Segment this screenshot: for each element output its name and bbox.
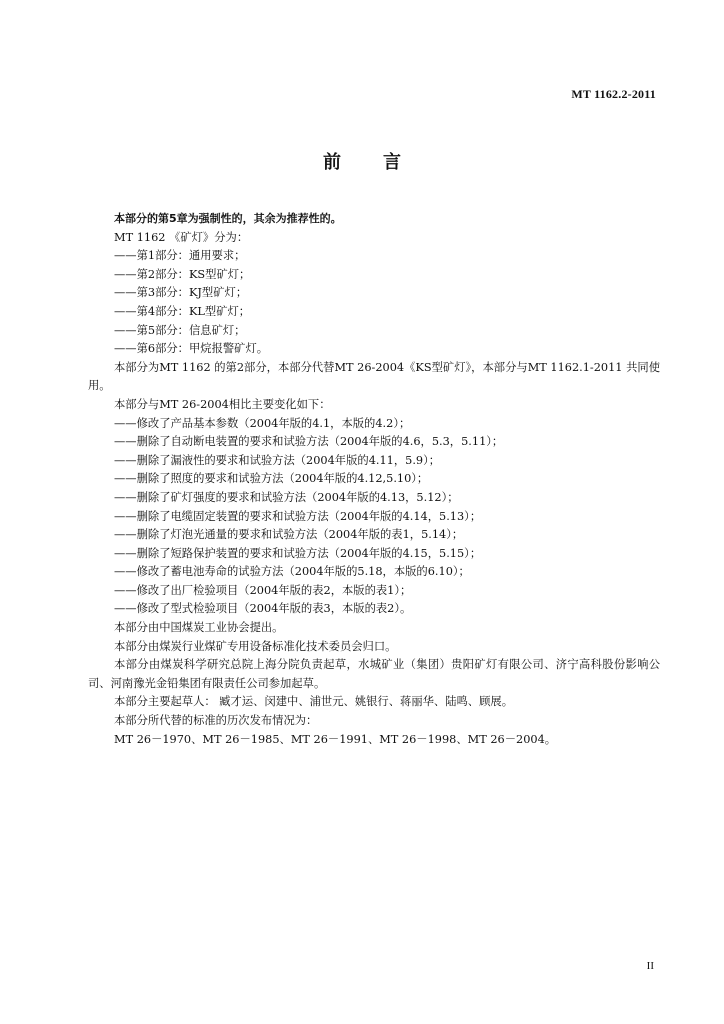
list-item: ——第5部分：信息矿灯； <box>114 323 246 337</box>
list-item: ——修改了型式检验项目（2004年版的表3，本版的表2）。 <box>114 602 412 616</box>
list-item: ——第3部分：KJ型矿灯； <box>114 286 248 300</box>
list-item: ——修改了产品基本参数（2004年版的4.1，本版的4.2）； <box>114 416 411 430</box>
foreword-body <box>88 210 660 749</box>
drafters-statement: 本部分主要起草人： 臧才运、闵建中、浦世元、姚银行、蒋丽华、陆鸣、顾展。 <box>114 695 513 709</box>
proposer-statement: 本部分由中国煤炭工业协会提出。 <box>114 621 284 635</box>
list-item: ——删除了电缆固定装置的要求和试验方法（2004年版的4.14，5.13）； <box>114 509 482 523</box>
page-number: II <box>646 960 654 972</box>
committee-statement: 本部分由煤炭行业煤矿专用设备标准化技术委员会归口。 <box>114 639 397 653</box>
list-item: ——修改了出厂检验项目（2004年版的表2，本版的表1）； <box>114 583 412 597</box>
list-item: ——第4部分：KL型矿灯； <box>114 304 251 318</box>
list-item: ——删除了短路保护装置的要求和试验方法（2004年版的4.15，5.15）； <box>114 546 482 560</box>
replacement-paragraph: 本部分为MT 1162 的第2部分，本部分代替MT 26-2004《KS型矿灯》，本部分与MT 1162.1-2011 共同使用。 <box>88 360 660 393</box>
list-item: ——删除了照度的要求和试验方法（2004年版的4.12,5.10）； <box>114 472 429 486</box>
standard-parts-intro: MT 1162 《矿灯》分为： <box>114 230 249 244</box>
title-char-1: 前 <box>323 152 341 173</box>
changes-intro: 本部分与MT 26-2004相比主要变化如下： <box>114 397 331 411</box>
history-intro: 本部分所代替的标准的历次发布情况为： <box>114 714 318 728</box>
list-item: ——删除了自动断电装置的要求和试验方法（2004年版的4.6，5.3，5.11）； <box>114 435 504 449</box>
page-title <box>0 148 724 174</box>
list-item: ——第2部分：KS型矿灯； <box>114 267 251 281</box>
list-item: ——删除了灯泡光通量的要求和试验方法（2004年版的表1，5.14）； <box>114 528 464 542</box>
drafting-organizations: 本部分由煤炭科学研究总院上海分院负责起草，水城矿业（集团）贵阳矿灯有限公司、济宁高科股份影响公司、河南豫光金铅集团有限责任公司参加起草。 <box>88 658 660 690</box>
list-item: ——第1部分：通用要求； <box>114 249 246 263</box>
document-code: MT 1162.2-2011 <box>571 87 656 101</box>
title-char-2: 言 <box>383 152 401 173</box>
list-item: ——删除了矿灯强度的要求和试验方法（2004年版的4.13，5.12）； <box>114 490 459 504</box>
history-editions: MT 26－1970、MT 26－1985、MT 26－1991、MT 26－1998、MT 26－2004。 <box>114 732 557 746</box>
list-item: ——第6部分：甲烷报警矿灯。 <box>114 342 269 356</box>
list-item: ——删除了漏液性的要求和试验方法（2004年版的4.11，5.9）； <box>114 453 441 467</box>
mandatory-clause-statement: 本部分的第5章为强制性的，其余为推荐性的。 <box>114 212 342 225</box>
list-item: ——修改了蓄电池寿命的试验方法（2004年版的5.18，本版的6.10）； <box>114 565 470 579</box>
